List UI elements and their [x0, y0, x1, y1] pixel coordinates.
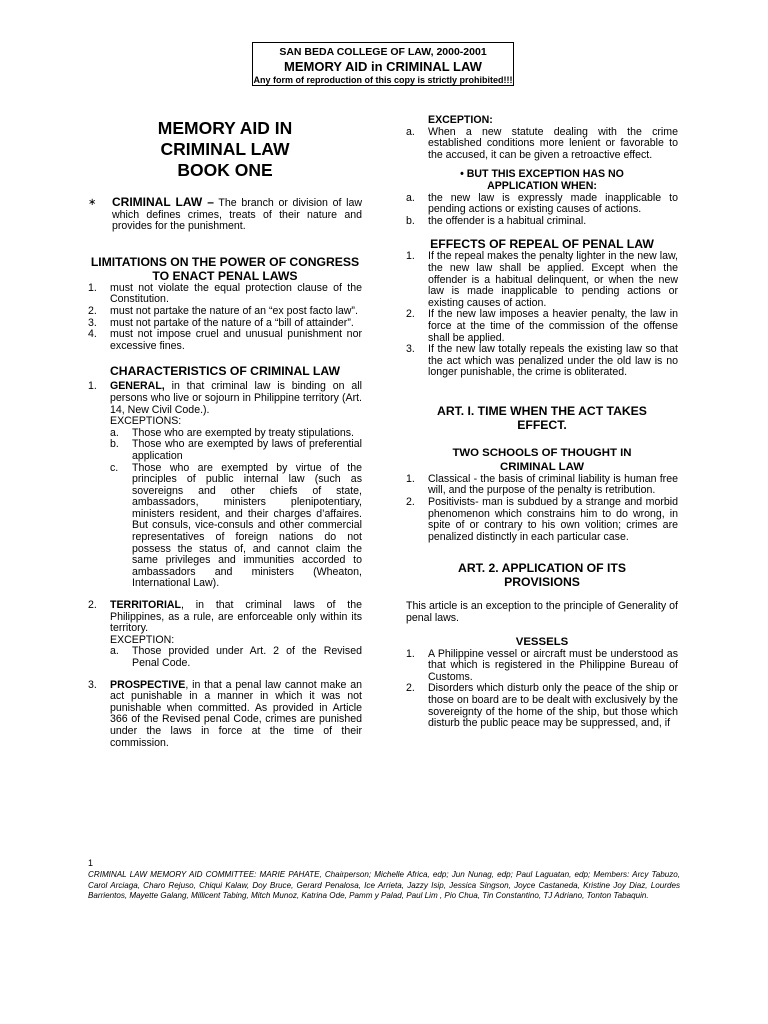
but-exception-heading: • BUT THIS EXCEPTION HAS NO APPLICATION WHEN: [460, 168, 624, 192]
list-item: 3. must not partake of the nature of a “bill of attainder”. [88, 316, 354, 329]
header-title: MEMORY AID in CRIMINAL LAW [284, 59, 482, 74]
list-item: 2. Disorders which disturb only the peace of the ship or those on board are to be dealt with exclusively by the sovereignty of the home of the ship, but those which disturb the public peace may be suppressed, and, if [406, 682, 678, 730]
list-item: 4. must not impose cruel and unusual punishment nor excessive fines. [88, 328, 362, 352]
list-item: b. the offender is a habitual criminal. [406, 214, 587, 227]
art2-heading: ART. 2. APPLICATION OF ITS PROVISIONS [458, 561, 626, 590]
characteristics-heading: CHARACTERISTICS OF CRIMINAL LAW [110, 364, 340, 379]
header-box [252, 42, 514, 86]
list-item: 1. Classical - the basis of criminal liability is human free will, and the purpose of the penalty is retribution. [406, 472, 678, 497]
header-school: SAN BEDA COLLEGE OF LAW, 2000-2001 [279, 46, 487, 58]
exception-label: EXCEPTION: [110, 633, 175, 646]
definition-term: CRIMINAL LAW – [112, 195, 214, 209]
definition-text: The branch or division of law which defines crimes, treats of their nature and provides for the punishment. [112, 197, 362, 233]
territorial-item: 2. TERRITORIAL, in that criminal laws of the Philippines, as a rule, are enforceable only within its territory. [88, 599, 362, 635]
book-title [88, 118, 362, 181]
territorial-term: TERRITORIAL [110, 599, 182, 612]
list-item: 2. Positivists- man is subdued by a strange and morbid phenomenon which constrains him to do wrong, in spite of or contrary to his own volition; crimes are penalized distinctly in each particular case. [406, 496, 678, 543]
prospective-item: 3. PROSPECTIVE, in that a penal law cannot make an act punishable in a manner in which it was not punishable when committed. As provided in Article 366 of the Revised penal Code, crimes are punished under the laws in force at the time of their commission. [88, 678, 362, 749]
prospective-term: PROSPECTIVE [110, 678, 186, 691]
footnote-text: CRIMINAL LAW MEMORY AID COMMITTEE: MARIE PAHATE, Chairperson; Michelle Africa, edp; Jun Nunag, edp; Paul Laguatan, edp; Members: Arcy Tabuzo, Carol Arciaga, Charo Rejuso, Chiqui Kalaw, Doy Bruce, Gerard Penalosa, Ice Arrieta, Jazzy Isip, Jessica Singson, Joyce Castaneda, Kristine Joy Diaz, Lourdes Barrientos, Mayette Galang, Millicent Tabing, Mitch Munoz, Katrina Ode, Pamm y Palad, Paul Lim , Pio Chua, Tin Constantino, TJ Adriano, Tonton Tabaquin. [88, 870, 680, 900]
general-item: 1. GENERAL, in that criminal law is binding on all persons who live or sojourn in Philippine territory (Art. 14, New Civil Code.). [88, 380, 362, 416]
footnote-number: 1 [88, 858, 94, 868]
sub-item: a. Those provided under Art. 2 of the Revised Penal Code. [110, 645, 362, 669]
schools-heading: TWO SCHOOLS OF THOUGHT IN CRIMINAL LAW [452, 446, 632, 473]
title-line: MEMORY AID IN [157, 118, 293, 138]
title-line: BOOK ONE [177, 160, 273, 180]
list-item: 1. A Philippine vessel or aircraft must be understood as that which is registered in the Philippine Bureau of Customs. [406, 647, 678, 683]
art2-text: This article is an exception to the principle of Generality of penal laws. [406, 600, 678, 625]
list-item: 2. If the new law imposes a heavier penalty, the law in force at the time of the commission of the offense shall be applied. [406, 308, 678, 344]
list-item: a. the new law is expressly made inapplicable to pending actions or existing causes of actions. [406, 191, 678, 216]
general-term: GENERAL, [110, 380, 165, 393]
exceptions-label: EXCEPTIONS: [110, 415, 182, 428]
list-item: 3. If the new law totally repeals the existing law so that the act which was penalized under the old law is no longer punishable, the crime is obliterated. [406, 343, 678, 379]
header-notice: Any form of reproduction of this copy is strictly prohibited!!! [253, 75, 513, 85]
vessels-heading: VESSELS [515, 635, 569, 648]
art1-heading: ART. I. TIME WHEN THE ACT TAKES EFFECT. [437, 403, 647, 432]
list-item: 2. must not partake the nature of an “ex post facto law”. [88, 304, 358, 317]
asterisk-bullet: ∗ [88, 197, 97, 208]
repeal-heading: EFFECTS OF REPEAL OF PENAL LAW [430, 237, 654, 252]
criminal-law-definition [88, 197, 362, 233]
sub-item: c. Those who are exempted by virtue of the principles of public internal law (such as sovereigns and other chiefs of state, ambassadors, ministers plenipotentiary, ministers resident, and their charges d’affaires. But consuls, vice-consuls and other commercial representatives of foreign nations do not possess the status of, and cannot claim the same privileges and immunities accorded to ambassadors and ministers (Wheaton, International Law). [110, 461, 362, 590]
list-item: 1. If the repeal makes the penalty lighter in the new law, the new law shall be applied. Except when the offender is a habitual delinquent, or when the new law is made inapplicable to pending actions or existing causes of action. [406, 250, 678, 309]
limitations-list [88, 283, 362, 353]
list-item: 1. must not violate the equal protection clause of the Constitution. [88, 281, 362, 306]
sub-item: b. Those who are exempted by laws of preferential application [110, 438, 362, 462]
right-column [406, 115, 678, 730]
list-item: a. When a new statute dealing with the crime established conditions more lenient or favorable to the accused, it can be given a retroactive effect. [406, 125, 678, 161]
title-line: CRIMINAL LAW [160, 139, 290, 159]
sub-item: a. Those who are exempted by treaty stipulations. [110, 426, 354, 439]
limitations-heading: LIMITATIONS ON THE POWER OF CONGRESS TO ENACT PENAL LAWS [90, 254, 360, 283]
exception-heading: EXCEPTION: [428, 114, 493, 126]
left-column [88, 118, 362, 749]
